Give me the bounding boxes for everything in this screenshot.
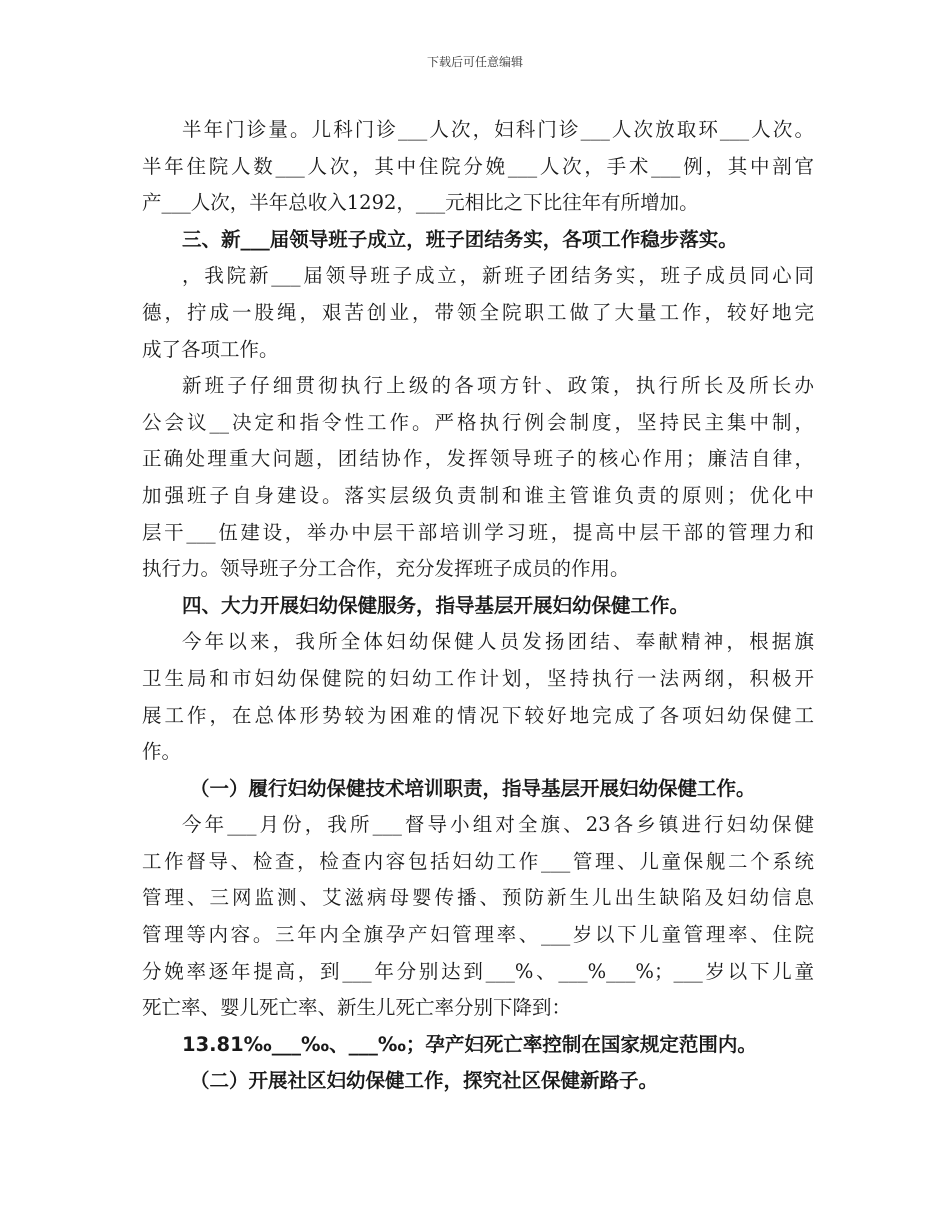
- paragraph-line: 卫生局和市妇幼保健院的妇幼工作计划，坚持执行一法两纲，积极开: [142, 666, 814, 690]
- paragraph-line: 德，拧成一股绳，艰苦创业，带领全院职工做了大量工作，较好地完: [142, 300, 814, 324]
- subsection-heading-2: （二）开展社区妇幼保健工作，探究社区保健新路子。: [190, 1069, 659, 1093]
- paragraph-line: ，我院新___届领导班子成立，新班子团结务实，班子成员同心同: [182, 264, 814, 288]
- paragraph-line: 公会议__决定和指令性工作。严格执行例会制度，坚持民主集中制，: [142, 410, 814, 434]
- paragraph-line: 管理等内容。三年内全旗孕产妇管理率、___岁以下儿童管理率、住院: [142, 923, 814, 947]
- paragraph-line: 产___人次，半年总收入1292，___元相比之下比往年有所增加。: [142, 191, 699, 215]
- statistics-line: 13.81‰___‰、___‰；孕产妇死亡率控制在国家规定范围内。: [182, 1032, 757, 1056]
- paragraph-line: 半年住院人数___人次，其中住院分娩___人次，手术___例，其中剖官: [142, 154, 814, 178]
- subsection-heading-1: （一）履行妇幼保健技术培训职责，指导基层开展妇幼保健工作。: [190, 776, 756, 800]
- paragraph-line: 成了各项工作。: [142, 337, 279, 361]
- paragraph-line: 展工作，在总体形势较为困难的情况下较好地完成了各项妇幼保健工: [142, 703, 814, 727]
- section-heading-3: 三、新___届领导班子成立，班子团结务实，各项工作稳步落实。: [182, 227, 738, 251]
- paragraph-line: 管理、三网监测、艾滋病母婴传播、预防新生儿出生缺陷及妇幼信息: [142, 886, 814, 910]
- paragraph-line: 层干___伍建设，举办中层干部培训学习班，提高中层干部的管理力和: [142, 520, 814, 544]
- paragraph-line: 死亡率、婴儿死亡率、新生儿死亡率分别下降到：: [142, 996, 572, 1020]
- paragraph-line: 今年以来，我所全体妇幼保健人员发扬团结、奉献精神，根据旗: [182, 630, 814, 654]
- document-body: [142, 112, 814, 1100]
- paragraph-line: 正确处理重大问题，团结协作，发挥领导班子的核心作用；廉洁自律，: [142, 447, 814, 471]
- paragraph-line: 分娩率逐年提高，到___年分别达到___%、___%___%；___岁以下儿童: [142, 959, 814, 983]
- paragraph-line: 半年门诊量。儿科门诊___人次，妇科门诊___人次放取环___人次。: [182, 118, 814, 141]
- section-heading-4: 四、大力开展妇幼保健服务，指导基层开展妇幼保健工作。: [182, 593, 690, 617]
- paragraph-line: 执行力。领导班子分工合作，充分发挥班子成员的作用。: [142, 557, 630, 581]
- paragraph-line: 新班子仔细贯彻执行上级的各项方针、政策，执行所长及所长办: [182, 374, 814, 398]
- page-header-note: 下载后可任意编辑: [426, 55, 523, 69]
- paragraph-line: 作。: [142, 740, 182, 764]
- paragraph-line: 工作督导、检查，检查内容包括妇幼工作___管理、儿童保舰二个系统: [142, 849, 814, 873]
- paragraph-line: 加强班子自身建设。落实层级负责制和谁主管谁负责的原则；优化中: [142, 483, 814, 507]
- paragraph-line: 今年___月份，我所___督导小组对全旗、23各乡镇进行妇幼保健: [182, 813, 814, 837]
